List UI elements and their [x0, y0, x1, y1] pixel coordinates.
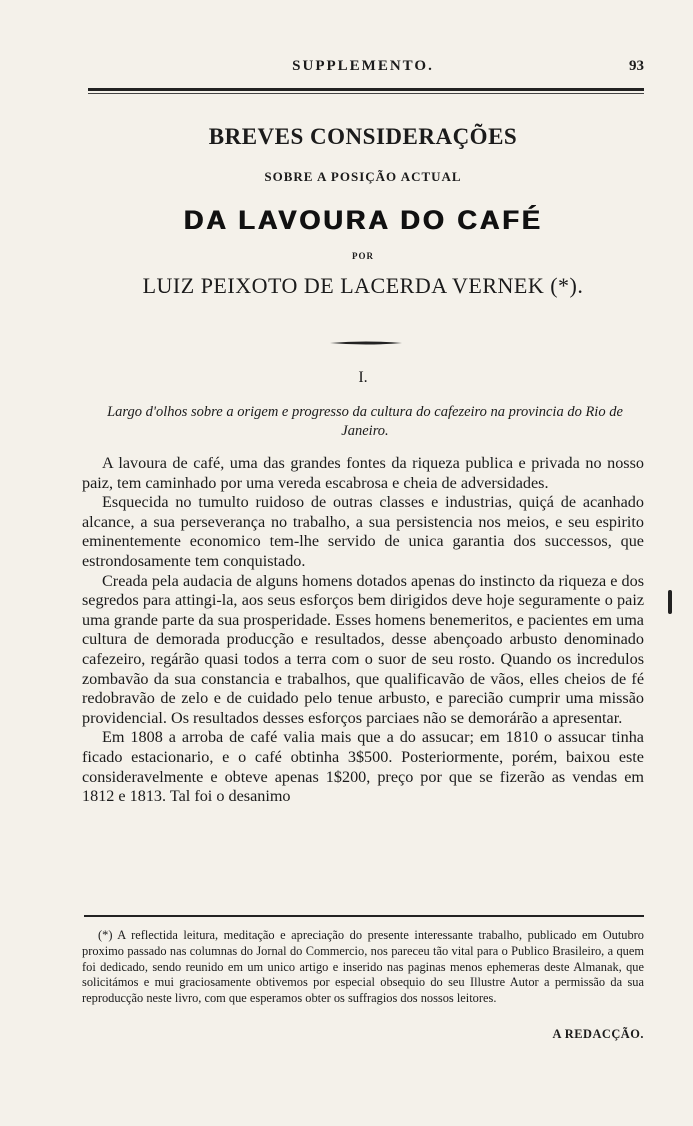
- body-text: [82, 454, 644, 807]
- paragraph: Em 1808 a arroba de café valia mais que a do assucar; em 1810 o assucar tinha ficado estacionario, e o café obtinha 3$500. Posteriormente, porém, baixou este consideravelmente e obteve apenas 1$200, preço por que se fizerão as vendas em 1812 e 1813. Tal foi o desanimo: [82, 728, 644, 806]
- page-edge-mark: [668, 590, 672, 614]
- title-main: BREVES CONSIDERAÇÕES: [208, 124, 518, 149]
- title-subtitle: SOBRE A POSIÇÃO ACTUAL: [264, 169, 462, 184]
- paragraph: Creada pela audacia de alguns homens dotados apenas do instincto da riqueza e dos segredos para attingi-la, aos seus esforços bem dirigidos deve hoje seguramente o paiz uma grande parte da sua prosperidade. Esses homens benemeritos, e pacientes em uma cultura de demorada producção e resultados, desse abençoado arbusto denominado cafezeiro, regárão quasi todos a terra com o suor de seu rosto. Quando os incredulos zombavão da sua constancia e trabalhos, que qualificavão de vãos, elles cheios de fé redobravão de zelo e de cuidado pelo tenue arbusto, e parecião cumprir uma missão providencial. Os resultados desses esforços parciaes não se demorárão a apresentar.: [82, 571, 644, 727]
- title-large: DA LAVOURA DO CAFÉ: [183, 205, 543, 235]
- title-block: [82, 122, 644, 300]
- paragraph: A lavoura de café, uma das grandes fontes da riqueza publica e privada no nosso paiz, tem caminhado por uma vereda escabrosa e cheia de adversidades.: [82, 454, 644, 492]
- section-number: I.: [358, 369, 368, 386]
- paragraph: Esquecida no tumulto ruidoso de outras classes e industrias, quiçá de acanhado alcance, a sua perseverança no trabalho, a sua persistencia nos meios, e seu espirito eminentemente economico tem-lhe servido de unica garantia dos successos, que estrondosamente tem conquistado.: [82, 493, 644, 570]
- ornament-rule: [330, 340, 402, 346]
- page-number: 93: [629, 58, 644, 74]
- header-rule: [88, 88, 644, 94]
- author-name: LUIZ PEIXOTO DE LACERDA VERNEK (*).: [142, 273, 584, 298]
- running-head: [82, 58, 644, 78]
- footnote-text: (*) A reflectida leitura, meditação e apreciação do presente interessante trabalho, publicado em Outubro proximo passado nas columnas do Jornal do Commercio, nos pareceu tão vital para o Publico Brasileiro, a quem foi dedicado, sendo reunido em um unico artigo e inserido nas paginas menos ephemeras deste Almanak, que solicitámos e mui graciosamente obtivemos por especial obsequio do seu Illustre Autor a permissão da sua reproducção neste livro, com que esperamos obter os suffragios dos nossos leitores.: [82, 928, 644, 1006]
- title-por: POR: [352, 251, 374, 261]
- running-title: SUPPLEMENTO.: [292, 58, 434, 74]
- footnote-signature: A REDACÇÃO.: [552, 1027, 644, 1041]
- footnote-rule: [84, 915, 644, 917]
- section-subtitle: Largo d'olhos sobre a origem e progresso da cultura do cafezeiro na provincia do Rio de Janeiro.: [107, 404, 623, 439]
- footnote: [82, 928, 644, 1007]
